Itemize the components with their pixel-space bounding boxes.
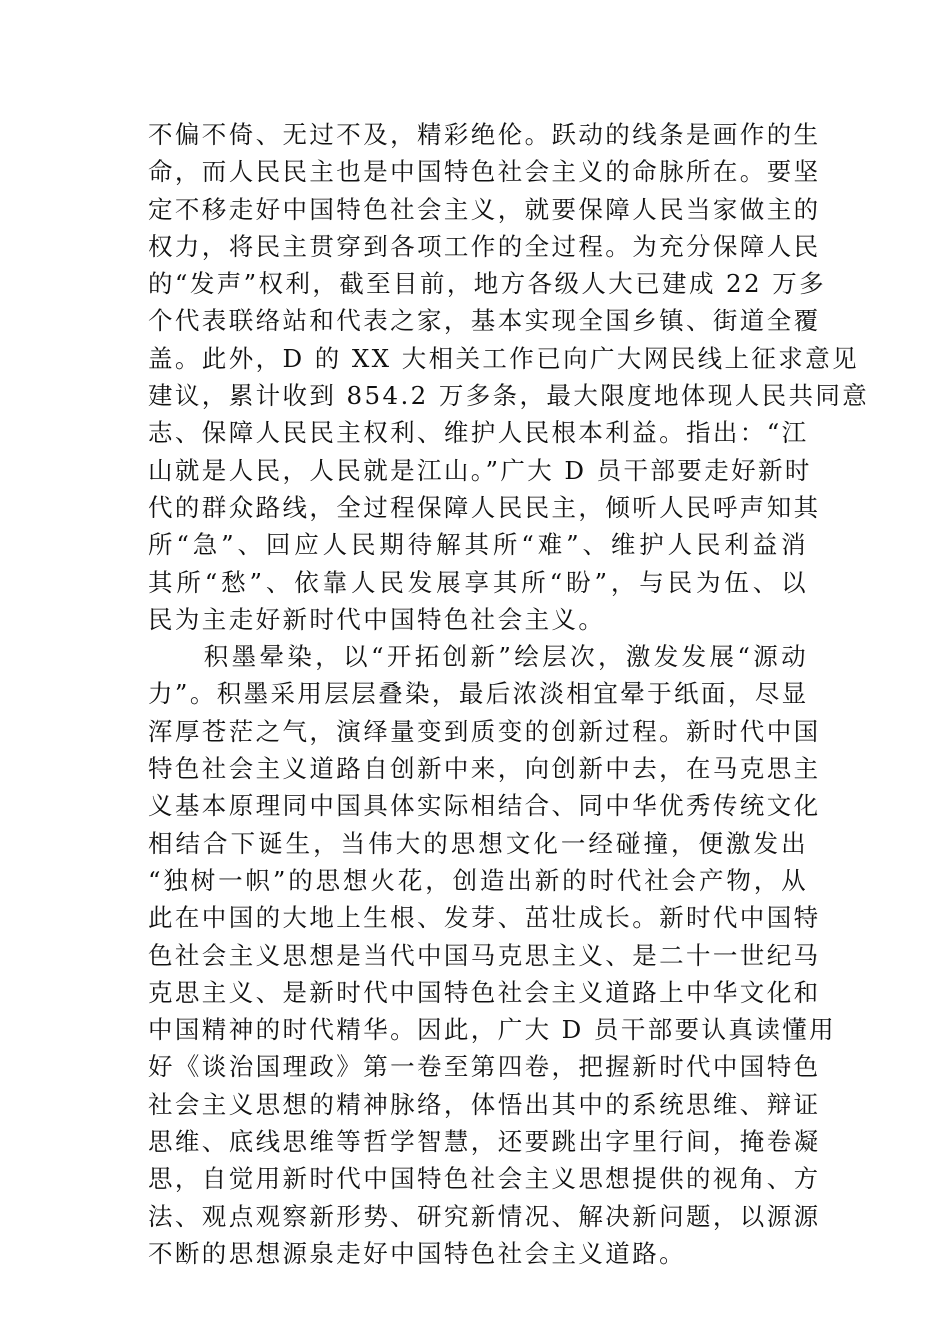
text-line: 山就是人民，人民就是江山。”广大 D 员干部要走好新时: [148, 455, 812, 485]
text-line: 民为主走好新时代中国特色社会主义。: [148, 604, 606, 634]
text-line: 社会主义思想的精神脉络，体悟出其中的系统思维、辩证: [148, 1089, 821, 1119]
text-line: 代的群众路线，全过程保障人民民主，倾听人民呼声知其: [148, 492, 821, 522]
paragraph-2: [148, 638, 837, 1272]
text-line: 法、观点观察新形势、研究新情况、解决新问题，以源源: [148, 1201, 821, 1231]
text-line: 所“急”、回应人民期待解其所“难”、维护人民利益消: [148, 530, 808, 560]
text-line: 个代表联络站和代表之家，基本实现全国乡镇、街道全覆: [148, 306, 821, 336]
text-line: 中国精神的时代精华。因此，广大 D 员干部要认真读懂用: [148, 1015, 837, 1045]
text-line: “独树一帜”的思想火花，创造出新的时代社会产物，从: [148, 865, 808, 895]
text-line: 浑厚苍茫之气，演绎量变到质变的创新过程。新时代中国: [148, 716, 821, 746]
text-line: 定不移走好中国特色社会主义，就要保障人民当家做主的: [148, 194, 821, 224]
text-line: 志、保障人民民主权利、维护人民根本利益。指出：“江: [148, 418, 809, 448]
text-line: 色社会主义思想是当代中国马克思主义、是二十一世纪马: [148, 940, 821, 970]
text-line: 义基本原理同中国具体实际相结合、同中华优秀传统文化: [148, 791, 821, 821]
text-line: 盖。此外，D 的 XX 大相关工作已向广大网民线上征求意见: [148, 343, 859, 373]
text-line: 积墨晕染，以“开拓创新”绘层次，激发发展“源动: [148, 642, 808, 672]
body-text: [148, 116, 870, 1272]
text-line: 其所“愁”、依靠人民发展享其所“盼”，与民为伍、以: [148, 567, 808, 597]
text-line: 力”。积墨采用层层叠染，最后浓淡相宜晕于纸面，尽显: [148, 679, 809, 709]
text-line: 特色社会主义道路自创新中来，向创新中去，在马克思主: [148, 754, 821, 784]
text-line: 思维、底线思维等哲学智慧，还要跳出字里行间，掩卷凝: [148, 1127, 821, 1157]
text-line: 权力，将民主贯穿到各项工作的全过程。为充分保障人民: [148, 231, 821, 261]
text-line: 不断的思想源泉走好中国特色社会主义道路。: [148, 1238, 686, 1268]
text-line: 此在中国的大地上生根、发芽、茁壮成长。新时代中国特: [148, 903, 821, 933]
paragraph-1: [148, 116, 870, 638]
text-line: 相结合下诞生，当伟大的思想文化一经碰撞，便激发出: [148, 828, 808, 858]
text-line: 不偏不倚、无过不及，精彩绝伦。跃动的线条是画作的生: [148, 120, 821, 149]
text-line: 思，自觉用新时代中国特色社会主义思想提供的视角、方: [148, 1164, 821, 1194]
text-line: 命，而人民民主也是中国特色社会主义的命脉所在。要坚: [148, 157, 821, 187]
text-line: 的“发声”权利，截至目前，地方各级人大已建成 22 万多: [148, 269, 826, 299]
text-line: 克思主义、是新时代中国特色社会主义道路上中华文化和: [148, 977, 821, 1007]
text-line: 好《谈治国理政》第一卷至第四卷，把握新时代中国特色: [148, 1052, 821, 1082]
text-line: 建议，累计收到 854.2 万多条，最大限度地体现人民共同意: [148, 381, 870, 411]
